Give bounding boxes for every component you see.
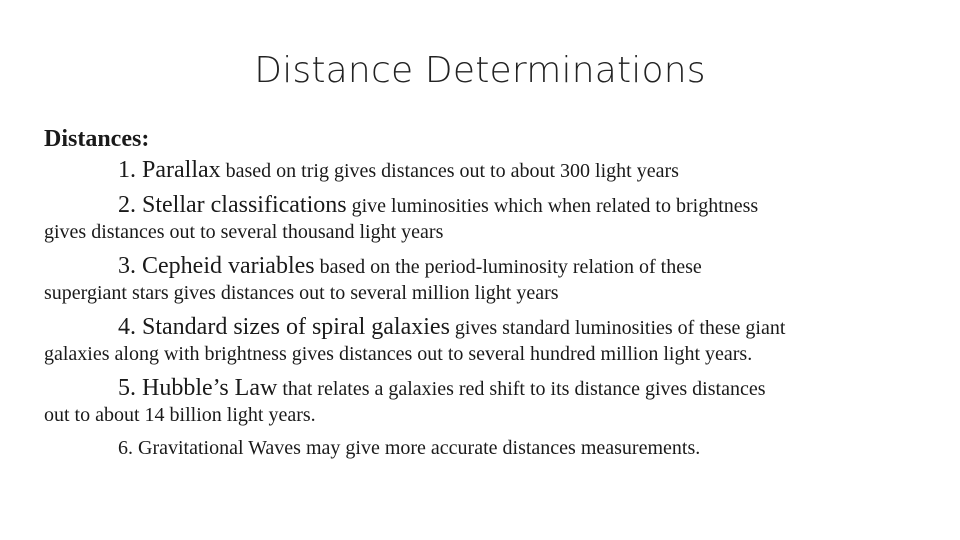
distances-heading: Distances:: [44, 126, 150, 152]
list-item-lead: [44, 156, 924, 185]
list-item-term: 2. Stellar classifications: [118, 192, 347, 218]
list-item-gravitational-waves: [44, 433, 924, 462]
list-item-lead: [44, 252, 924, 281]
list-item-cepheid-variables: [44, 252, 924, 305]
list-item-continuation: gives distances out to several thousand light years: [44, 221, 444, 243]
list-item-text: 6. Gravitational Waves may give more accurate distances measurements.: [118, 437, 701, 459]
list-item-lead: [44, 191, 924, 220]
list-item-spiral-galaxies: [44, 313, 924, 366]
list-item-term: 3. Cepheid variables: [118, 253, 315, 279]
list-item-lead: [44, 313, 924, 342]
list-item-text: based on the period-luminosity relation of these: [314, 256, 702, 278]
list-item-continuation: supergiant stars gives distances out to several million light years: [44, 282, 559, 304]
list-item-term: 5. Hubble’s Law: [118, 375, 278, 401]
list-item-lead: [44, 374, 924, 403]
list-item-text: gives standard luminosities of these giant: [449, 317, 786, 339]
list-item-hubbles-law: [44, 374, 924, 427]
list-item-continuation: out to about 14 billion light years.: [44, 404, 316, 426]
list-item-parallax: [44, 156, 924, 185]
slide-body: [44, 122, 924, 462]
list-item-term: 1. Parallax: [118, 157, 221, 183]
list-item-lead: [44, 433, 924, 462]
list-item-text: based on trig gives distances out to about 300 light years: [220, 160, 679, 182]
list-item-term: 4. Standard sizes of spiral galaxies: [118, 314, 450, 340]
list-item-continuation: galaxies along with brightness gives distances out to several hundred million light years.: [44, 343, 753, 365]
list-item-text: give luminosities which when related to brightness: [346, 195, 759, 217]
list-item-stellar-classifications: [44, 191, 924, 244]
list-item-text: that relates a galaxies red shift to its distance gives distances: [277, 378, 766, 400]
slide-title: Distance Determinations: [254, 50, 706, 91]
